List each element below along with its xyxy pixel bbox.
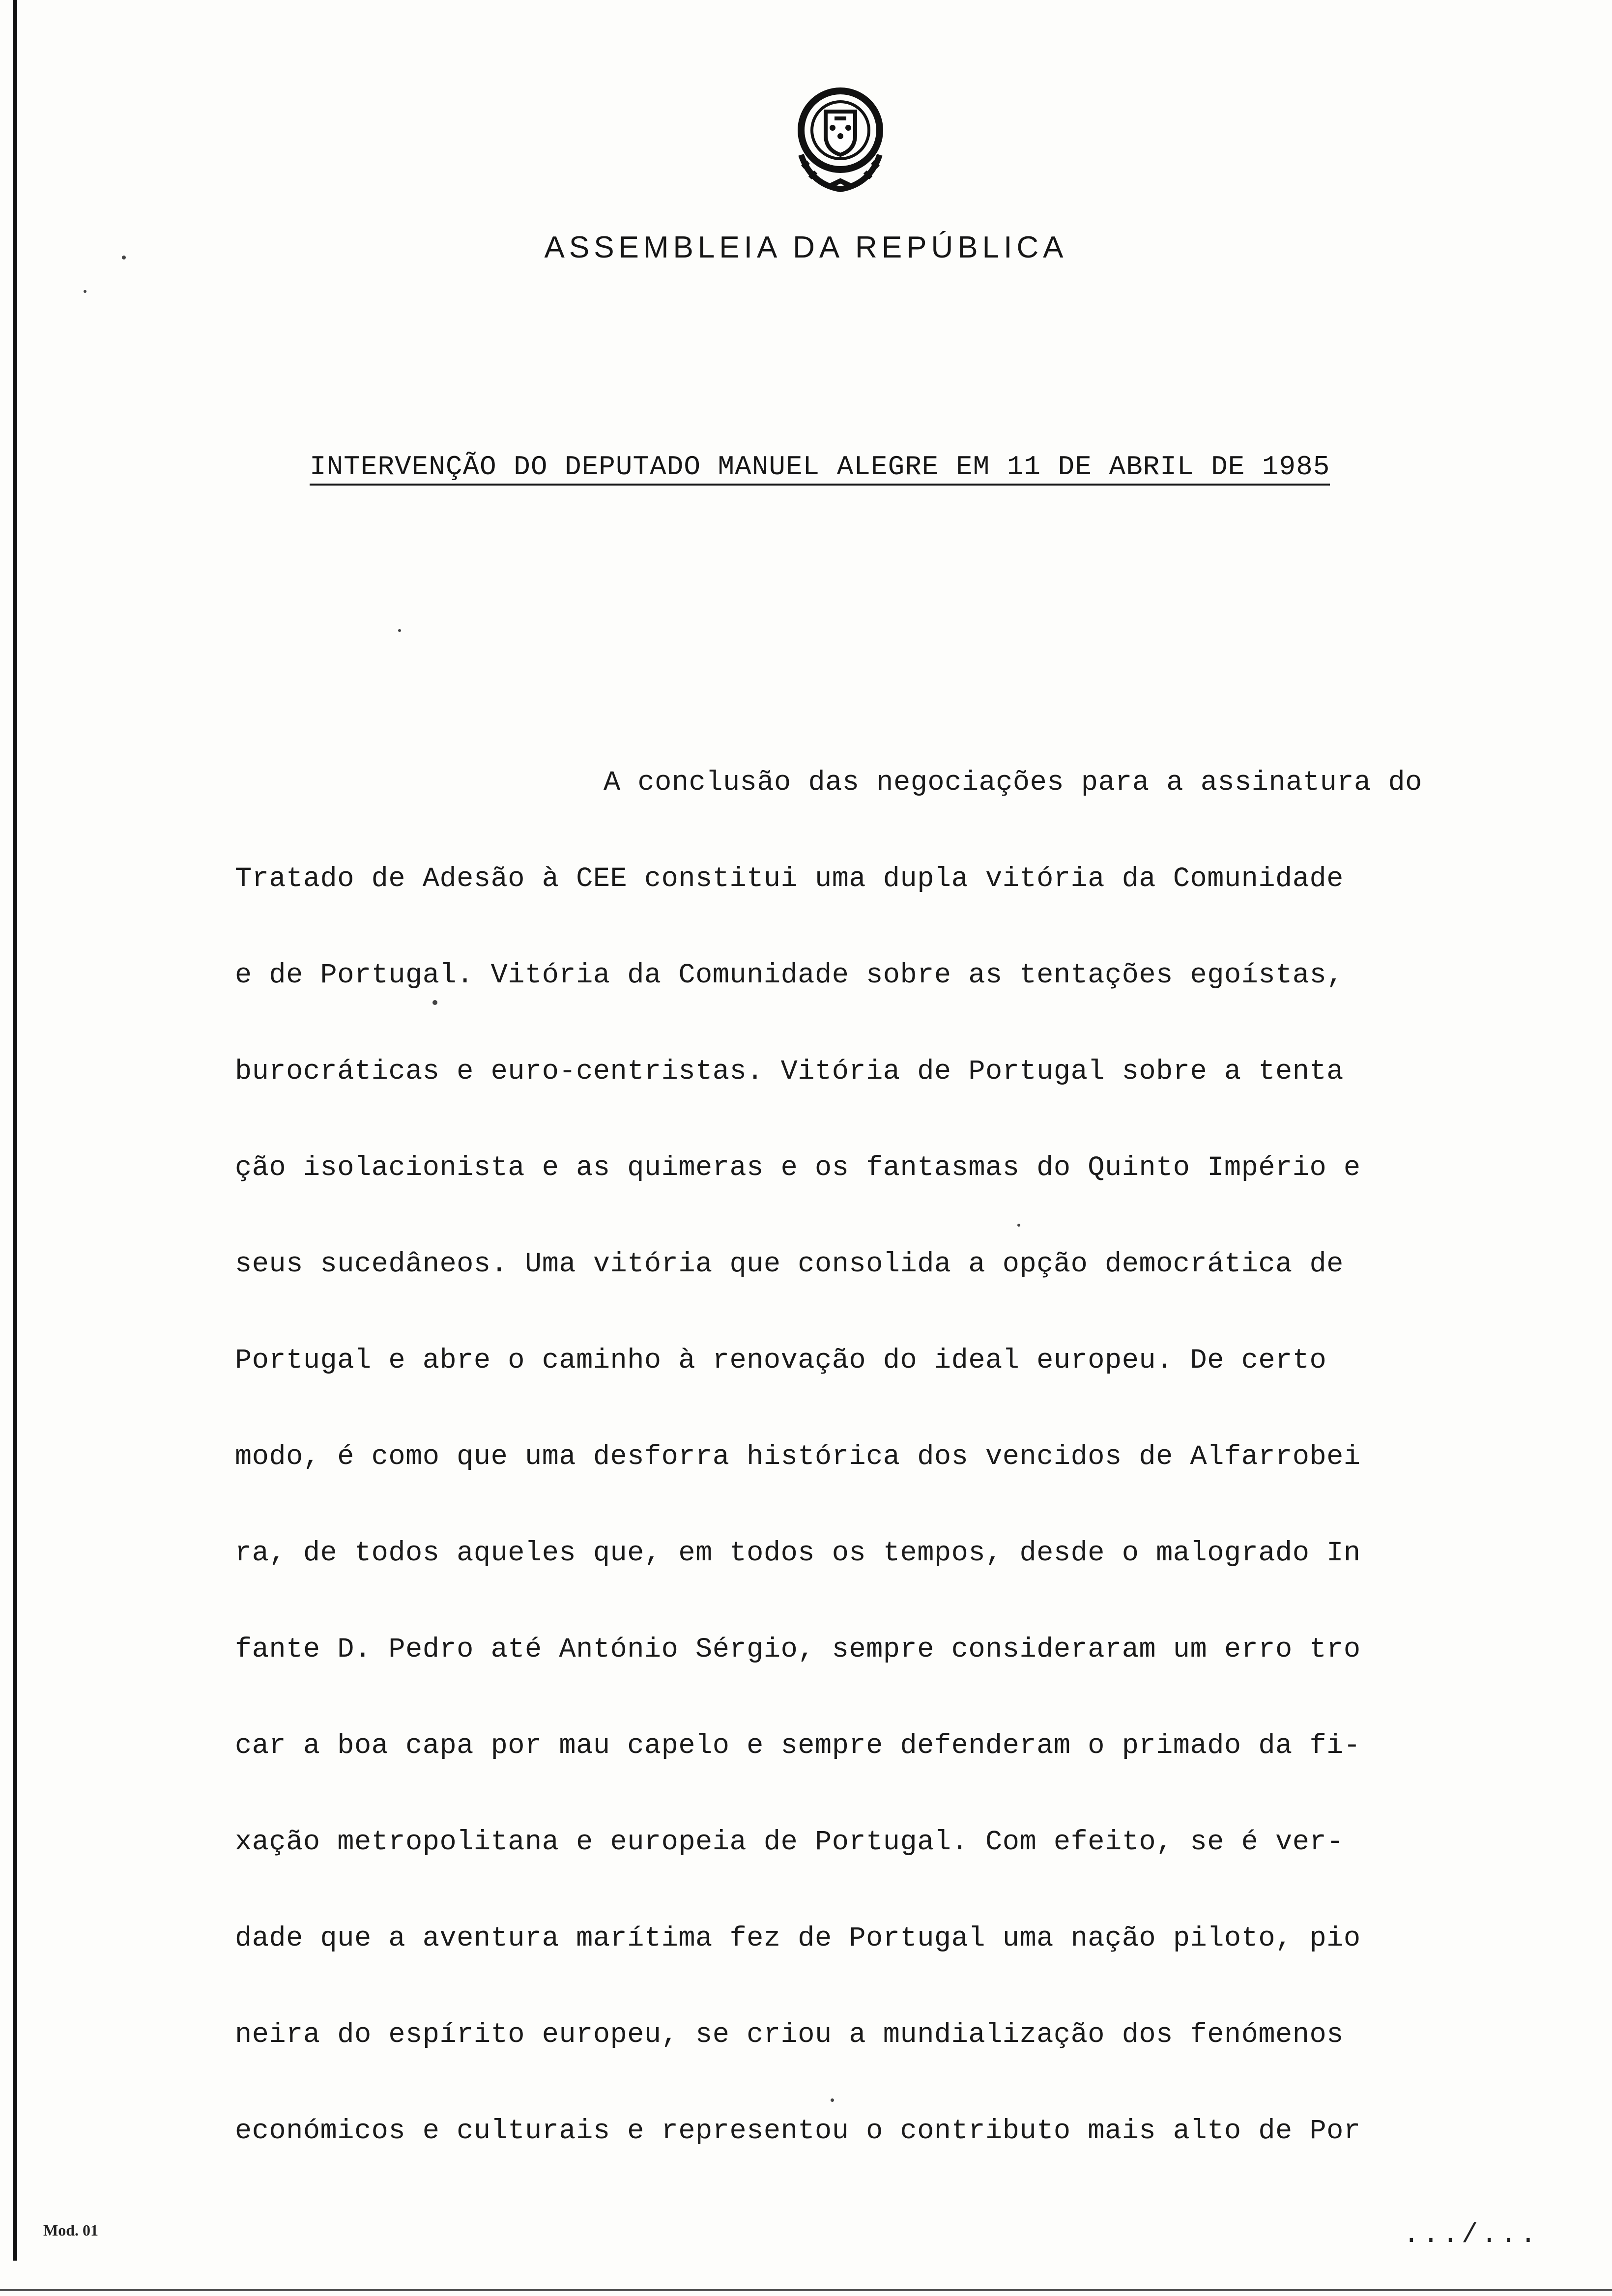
scan-speck: [122, 256, 126, 259]
document-title: INTERVENÇÃO DO DEPUTADO MANUEL ALEGRE EM 11 DE ABRIL DE 1985: [310, 451, 1330, 486]
text-line: burocráticas e euro-centristas. Vitória de Portugal sobre a tenta: [235, 1056, 1344, 1088]
text-line: ra, de todos aqueles que, em todos os tempos, desde o malogrado In: [235, 1538, 1361, 1569]
scan-speck: [432, 1000, 437, 1005]
text-line: económicos e culturais e representou o contributo mais alto de Por: [235, 2116, 1361, 2147]
scan-speck: [84, 290, 86, 293]
coat-of-arms-icon: [781, 81, 899, 199]
text-line: dade que a aventura marítima fez de Portugal uma nação piloto, pio: [235, 1923, 1361, 1954]
continuation-mark: .../...: [1403, 2219, 1540, 2250]
text-line: fante D. Pedro até António Sérgio, sempre consideraram um erro tro: [235, 1634, 1361, 1665]
form-code: Mod. 01: [43, 2221, 98, 2239]
scan-speck: [398, 629, 401, 632]
text-line: Portugal e abre o caminho à renovação do ideal europeu. De certo: [235, 1345, 1327, 1377]
text-line: Tratado de Adesão à CEE constitui uma dupla vitória da Comunidade: [235, 863, 1344, 895]
scan-speck: [1017, 1224, 1020, 1227]
text-line: ção isolacionista e as quimeras e os fantasmas do Quinto Império e: [235, 1152, 1361, 1184]
text-line: xação metropolitana e europeia de Portugal. Com efeito, se é ver-: [235, 1827, 1344, 1858]
left-margin-rule: [13, 0, 17, 2261]
text-line: A conclusão das negociações para a assinatura do: [604, 767, 1422, 799]
text-line: neira do espírito europeu, se criou a mundialização dos fenómenos: [235, 2019, 1344, 2051]
text-line: car a boa capa por mau capelo e sempre defenderam o primado da fi-: [235, 1730, 1361, 1762]
bottom-edge-rule: [0, 2289, 1612, 2291]
institution-name: ASSEMBLEIA DA REPÚBLICA: [544, 230, 1068, 264]
text-line: seus sucedâneos. Uma vitória que consolida a opção democrática de: [235, 1249, 1344, 1280]
text-line: e de Portugal. Vitória da Comunidade sobre as tentações egoístas,: [235, 960, 1344, 991]
text-line: modo, é como que uma desforra histórica dos vencidos de Alfarrobei: [235, 1441, 1361, 1473]
scan-speck: [831, 2098, 834, 2102]
speech-body: [235, 735, 1557, 2180]
